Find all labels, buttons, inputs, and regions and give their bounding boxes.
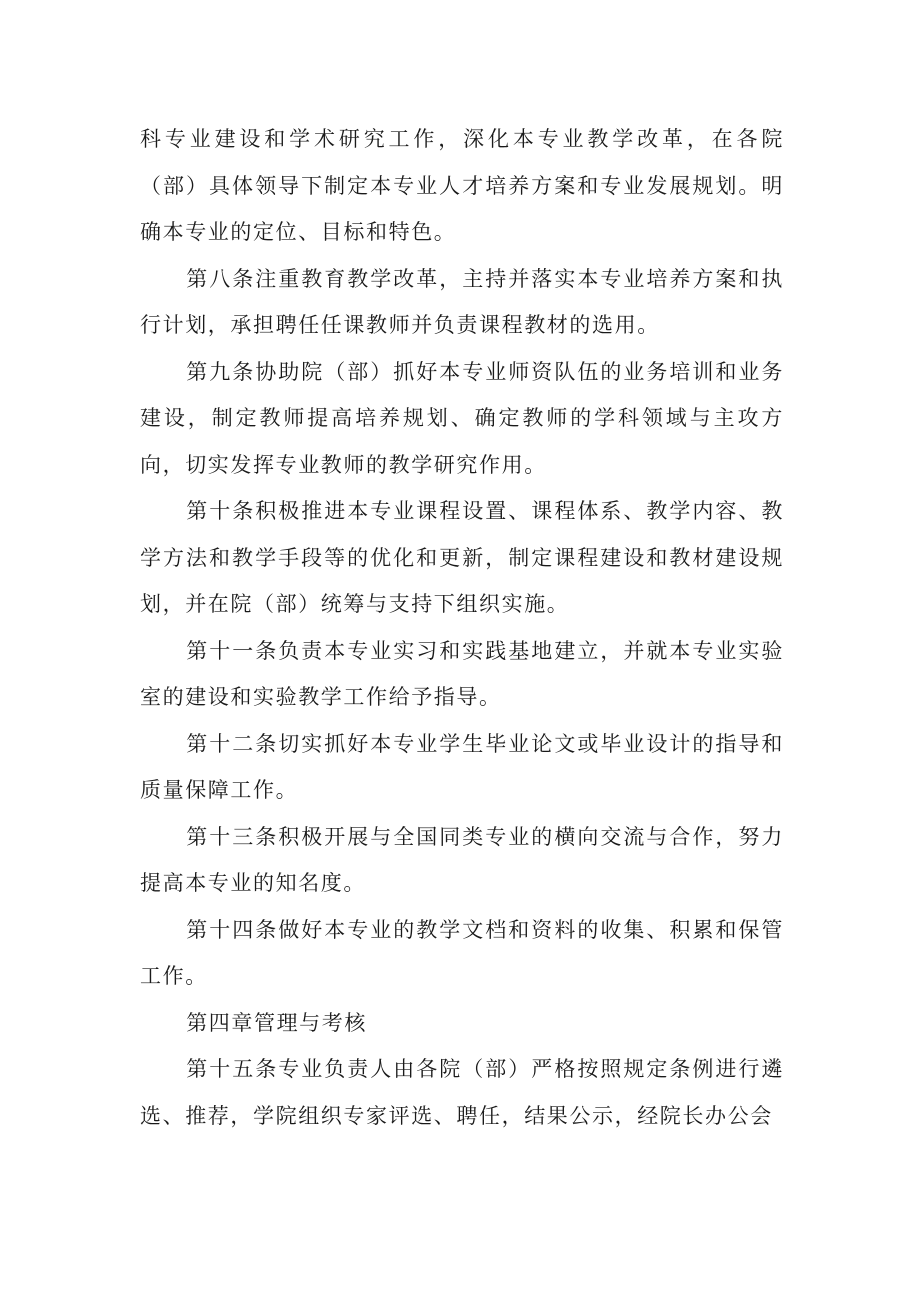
paragraph-continuation: 科专业建设和学术研究工作，深化本专业教学改革，在各院（部）具体领导下制定本专业人才培养方案和专业发展规划。明确本专业的定位、目标和特色。 [140,127,784,244]
paragraph-article-12: 第十二条切实抓好本专业学生毕业论文或毕业设计的指导和质量保障工作。 [140,731,784,802]
paragraph-article-8: 第八条注重教育教学改革，主持并落实本专业培养方案和执行计划，承担聘任任课教师并负责课程教材的选用。 [140,266,784,337]
paragraph-article-15: 第十五条专业负责人由各院（部）严格按照规定条例进行遴选、推荐，学院组织专家评选、聘任，结果公示，经院长办公会 [140,1057,784,1128]
paragraph-article-13: 第十三条积极开展与全国同类专业的横向交流与合作，努力提高本专业的知名度。 [140,824,784,895]
paragraph-article-11: 第十一条负责本专业实习和实践基地建立，并就本专业实验室的建设和实验教学工作给予指导。 [140,638,784,709]
document-body [140,116,784,1139]
paragraph-article-9: 第九条协助院（部）抓好本专业师资队伍的业务培训和业务建设，制定教师提高培养规划、确定教师的学科领域与主攻方向，切实发挥专业教师的教学研究作用。 [140,359,784,477]
chapter-heading: 第四章管理与考核 [186,1010,367,1035]
paragraph-article-10: 第十条积极推进本专业课程设置、课程体系、教学内容、教学方法和教学手段等的优化和更新，制定课程建设和教材建设规划，并在院（部）统筹与支持下组织实施。 [140,499,784,616]
paragraph-article-14: 第十四条做好本专业的教学文档和资料的收集、积累和保管工作。 [140,917,784,988]
